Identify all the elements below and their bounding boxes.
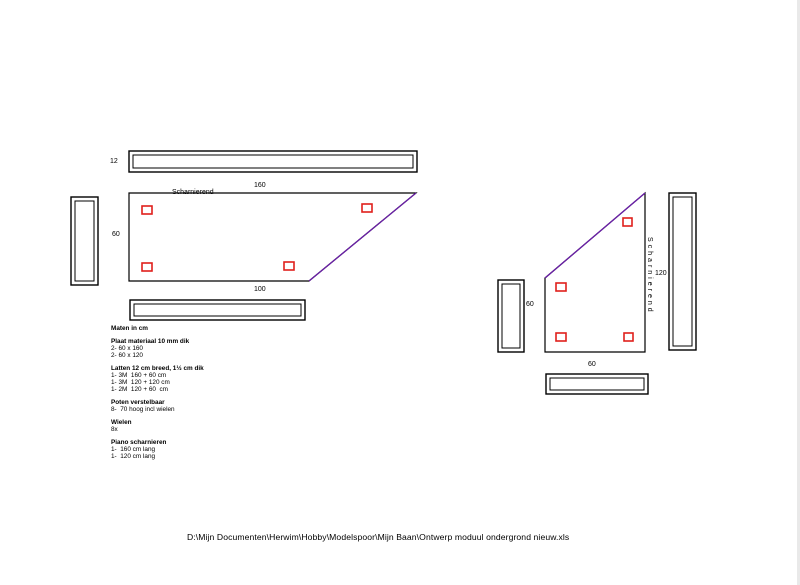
note-line: 1- 2M 120 + 60 cm [111,386,169,393]
note-line: 2- 60 x 120 [111,352,143,359]
note-line: 1- 120 cm lang [111,453,156,460]
left-side-batten [71,197,98,285]
right-plate [545,193,645,352]
right-short-batten [498,280,524,352]
bottom-width-label: 100 [254,286,266,293]
right-hinge-line [545,193,645,278]
note-heading: Poten verstelbaar [111,399,165,406]
leg-marker [556,333,566,341]
leg-marker [142,263,152,271]
right-bottom-batten [546,374,648,394]
note-line: 2- 60 x 160 [111,345,143,352]
note-block [111,439,204,460]
note-heading: Latten 12 cm breed, 1½ cm dik [111,365,204,372]
leg-marker [624,333,633,341]
note-line: 8x [111,426,118,433]
right-side-label: 60 [526,301,534,308]
leg-marker [362,204,372,212]
note-block [111,365,204,393]
left-bottom-batten [130,300,305,320]
leg-marker [142,206,152,214]
note-block [111,325,204,332]
file-path: D:\Mijn Documenten\Herwim\Hobby\Modelspoor\Mijn Baan\Ontwerp moduul ondergrond nieuw.xls [187,532,570,542]
right-side-batten [669,193,696,350]
note-line: 1- 3M 160 + 60 cm [111,372,167,379]
right-bottom-width-label: 60 [588,361,596,368]
right-hinge-edge-label: Scharnierend [646,237,653,315]
note-heading: Piano scharnieren [111,439,167,446]
note-block [111,399,204,413]
note-line: 8- 70 hoog incl wielen [111,406,175,413]
note-block [111,419,204,433]
left-plate [129,193,416,281]
strip-height-label: 12 [110,158,118,165]
leg-marker [623,218,632,226]
top-width-label: 160 [254,182,266,189]
right-height-label: 120 [655,270,667,277]
leg-marker [284,262,294,270]
materials-list [111,325,204,466]
leg-marker [556,283,566,291]
note-heading: Plaat materiaal 10 mm dik [111,338,190,345]
note-line: 1- 3M 120 + 120 cm [111,379,170,386]
height-label: 60 [112,231,120,238]
note-heading: Wielen [111,419,132,426]
note-heading: Maten in cm [111,325,148,332]
hinge-edge-label: Scharnierend [172,189,214,196]
left-top-batten [129,151,417,172]
note-line: 1- 160 cm lang [111,446,156,453]
note-block [111,338,204,359]
